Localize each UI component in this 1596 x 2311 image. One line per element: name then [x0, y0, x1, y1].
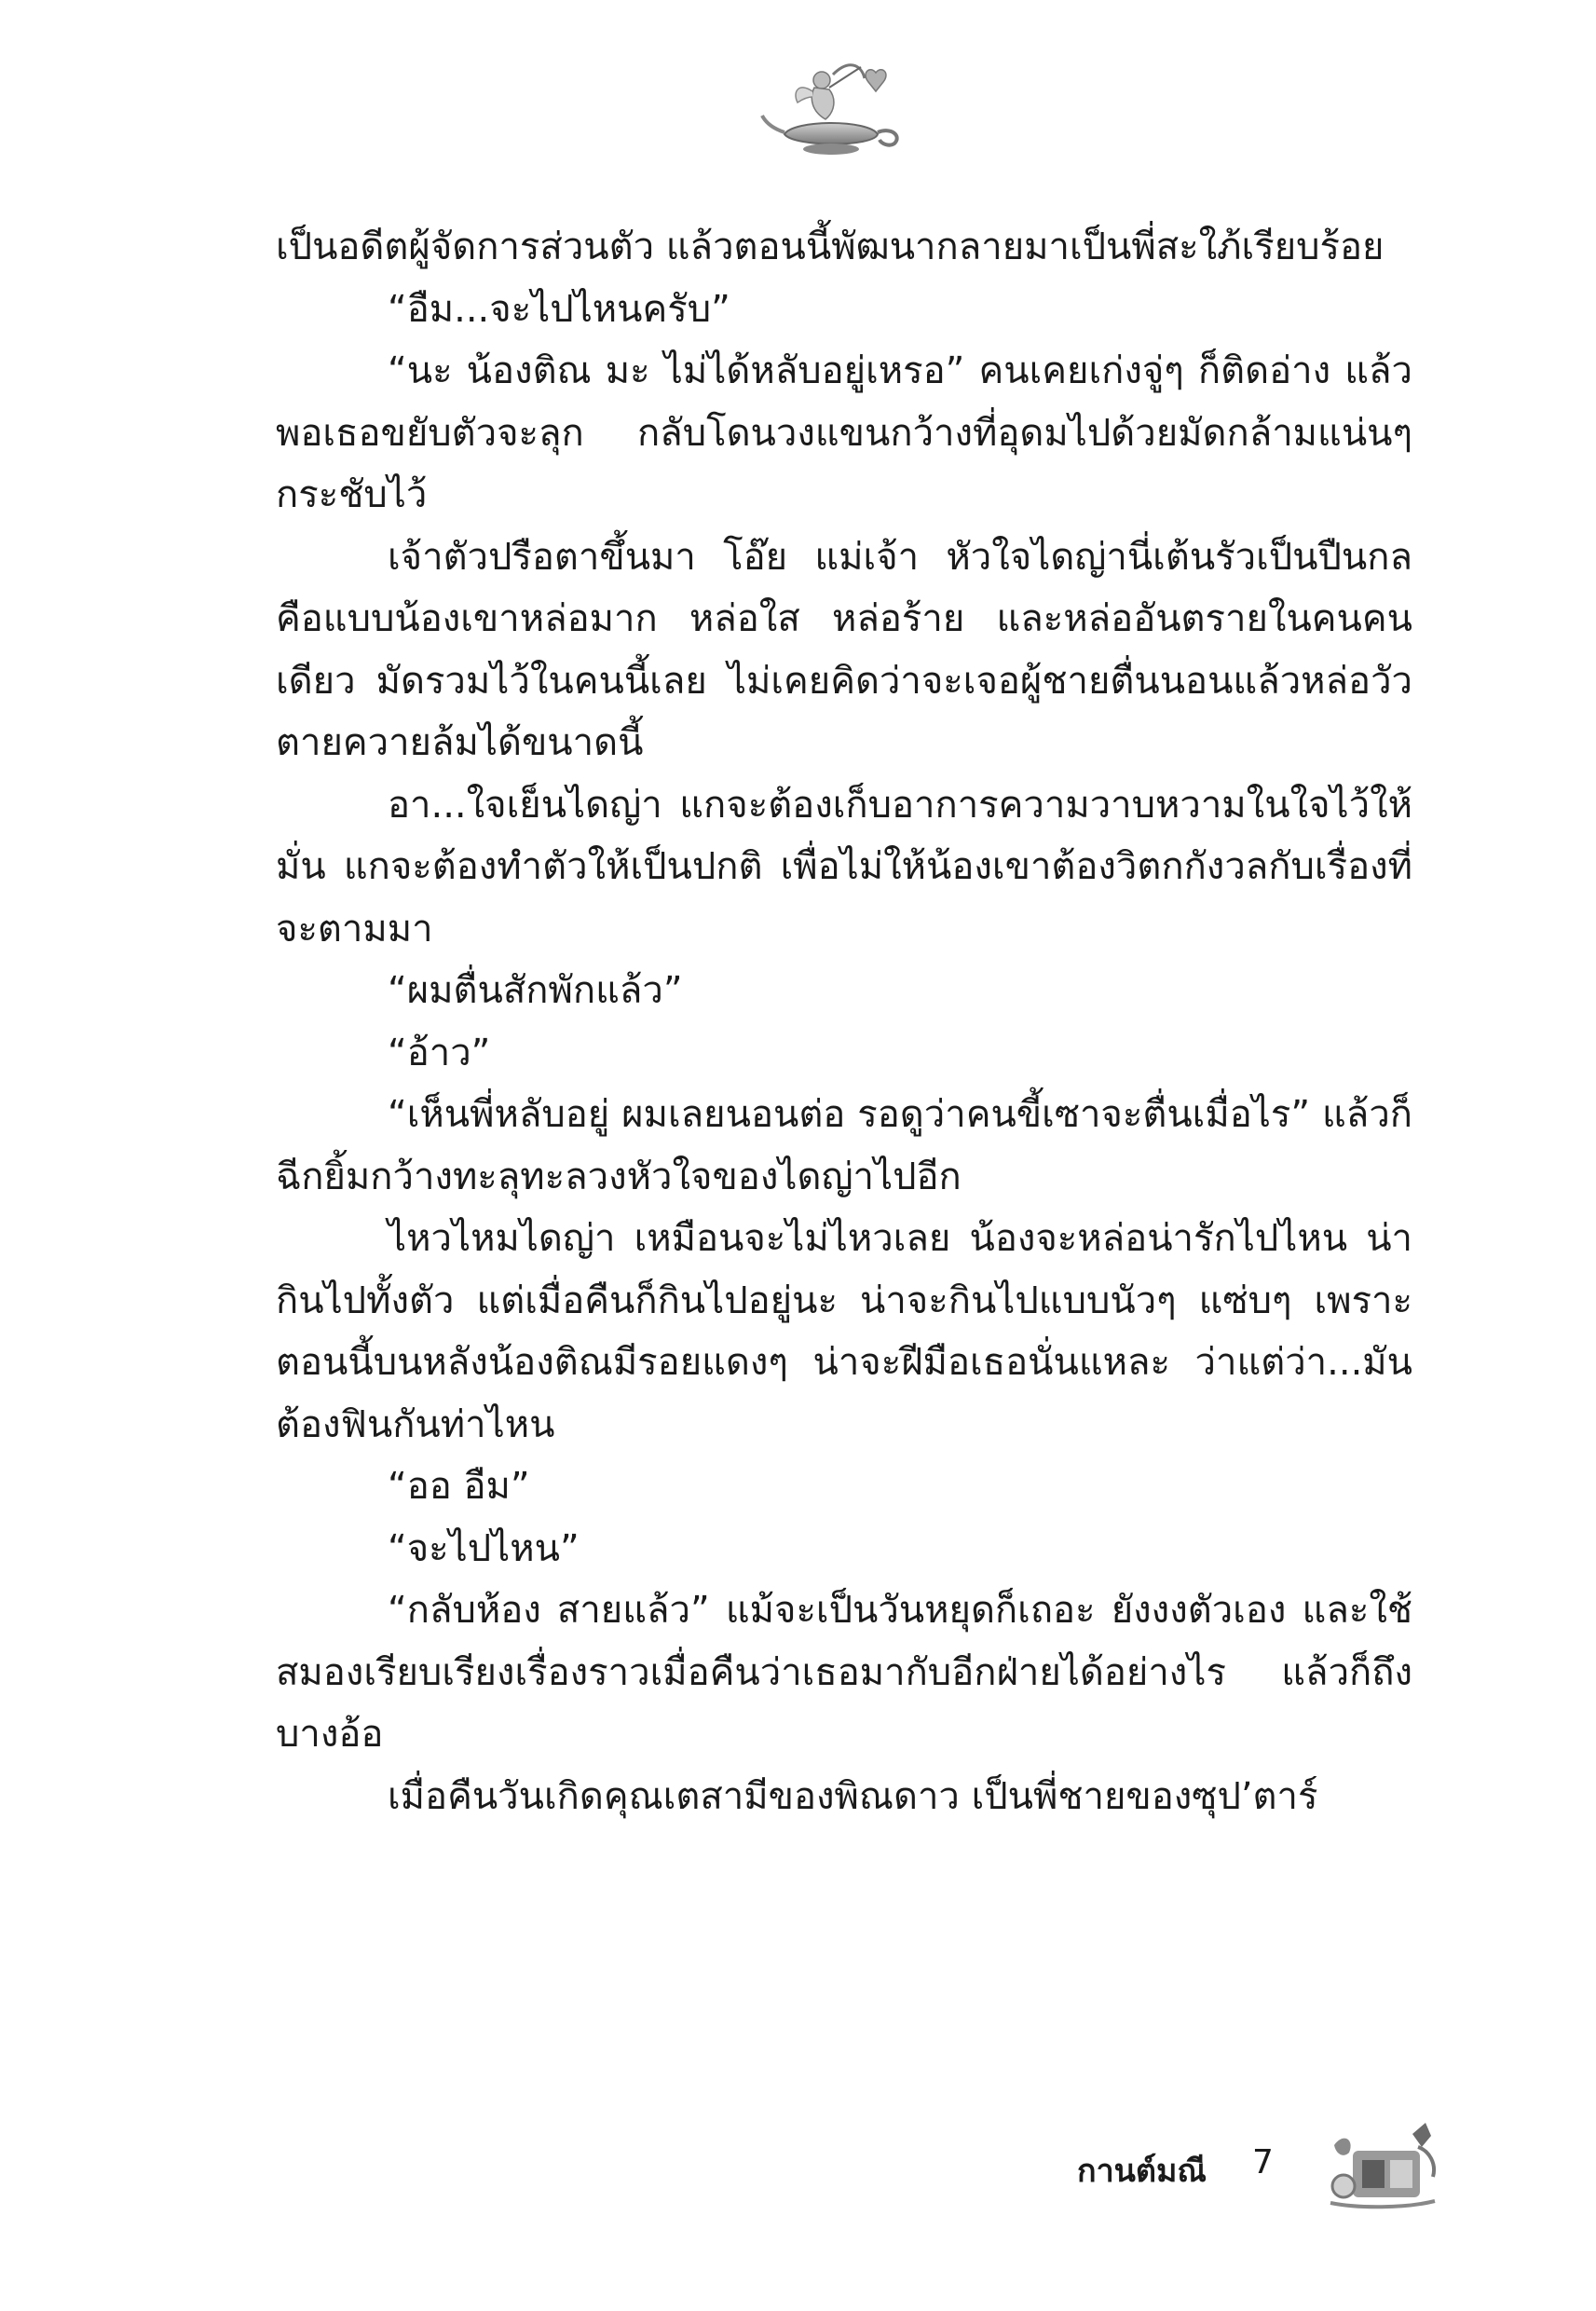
- paragraph: “เห็นพี่หลับอยู่ ผมเลยนอนต่อ รอดูว่าคนขี้เซาจะตื่นเมื่อไร” แล้วก็ฉีกยิ้มกว้างทะลุทะลวงหัวใจของไดญ่าไปอีก: [276, 1093, 1412, 1198]
- paragraph: อา...ใจเย็นไดญ่า แกจะต้องเก็บอาการความวาบหวามในใจไว้ให้มั่น แกจะต้องทำตัวให้เป็นปกติ เพื่อไม่ให้น้องเขาต้องวิตกกังวลกับเรื่องที่จะตามมา: [276, 783, 1412, 950]
- publisher-logo-icon: [1321, 2123, 1442, 2211]
- paragraph: เจ้าตัวปรือตาขึ้นมา โอ๊ย แม่เจ้า หัวใจไดญ่านี่เต้นรัวเป็นปืนกล คือแบบน้องเขาหล่อมาก หล่อใส หล่อร้าย และหล่ออันตรายในคนคนเดียว มัดรวมไว้ในคนนี้เลย ไม่เคยคิดว่าจะเจอผู้ชายตื่นนอนแล้วหล่อวัวตายควายล้มได้ขนาดนี้: [276, 535, 1412, 764]
- paragraph: “อืม...จะไปไหนครับ”: [388, 287, 730, 331]
- body-text: [276, 216, 1412, 1827]
- book-title: กานต์มณี: [1077, 2153, 1207, 2190]
- paragraph: เมื่อคืนวันเกิดคุณเตสามีของพิณดาว เป็นพี่ชายของซุป’ตาร์: [388, 1774, 1318, 1818]
- paragraph: “ผมตื่นสักพักแล้ว”: [388, 969, 683, 1012]
- paragraph: “อ้าว”: [388, 1031, 491, 1074]
- paragraph: “กลับห้อง สายแล้ว” แม้จะเป็นวันหยุดก็เถอะ ยังงงตัวเอง และใช้สมองเรียบเรียงเรื่องราวเมื่อคืนว่าเธอมากับอีกฝ่ายได้อย่างไร แล้วก็ถึงบางอ้อ: [276, 1589, 1412, 1756]
- paragraph: “ออ อืม”: [388, 1465, 530, 1508]
- page-footer: [1025, 2123, 1444, 2216]
- paragraph: เป็นอดีตผู้จัดการส่วนตัว แล้วตอนนี้พัฒนากลายมาเป็นพี่สะใภ้เรียบร้อย: [276, 226, 1385, 268]
- paragraph: “จะไปไหน”: [388, 1526, 580, 1570]
- page-number: 7: [1252, 2143, 1274, 2181]
- cupid-teapot-ornament-icon: [757, 54, 915, 166]
- paragraph: “นะ น้องติณ มะ ไม่ได้หลับอยู่เหรอ” คนเคยเก่งจู่ๆ ก็ติดอ่าง แล้วพอเธอขยับตัวจะลุก กลับโดนวงแขนกว้างที่อุดมไปด้วยมัดกล้ามแน่นๆ กระชับไว้: [276, 349, 1412, 516]
- paragraph: ไหวไหมไดญ่า เหมือนจะไม่ไหวเลย น้องจะหล่อน่ารักไปไหน น่ากินไปทั้งตัว แต่เมื่อคืนก็กินไปอยู่นะ น่าจะกินไปแบบนัวๆ แซ่บๆ เพราะตอนนี้บนหลังน้องติณมีรอยแดงๆ น่าจะฝีมือเธอนั่นแหละ ว่าแต่ว่า...มันต้องฟินกันท่าไหน: [276, 1217, 1412, 1446]
